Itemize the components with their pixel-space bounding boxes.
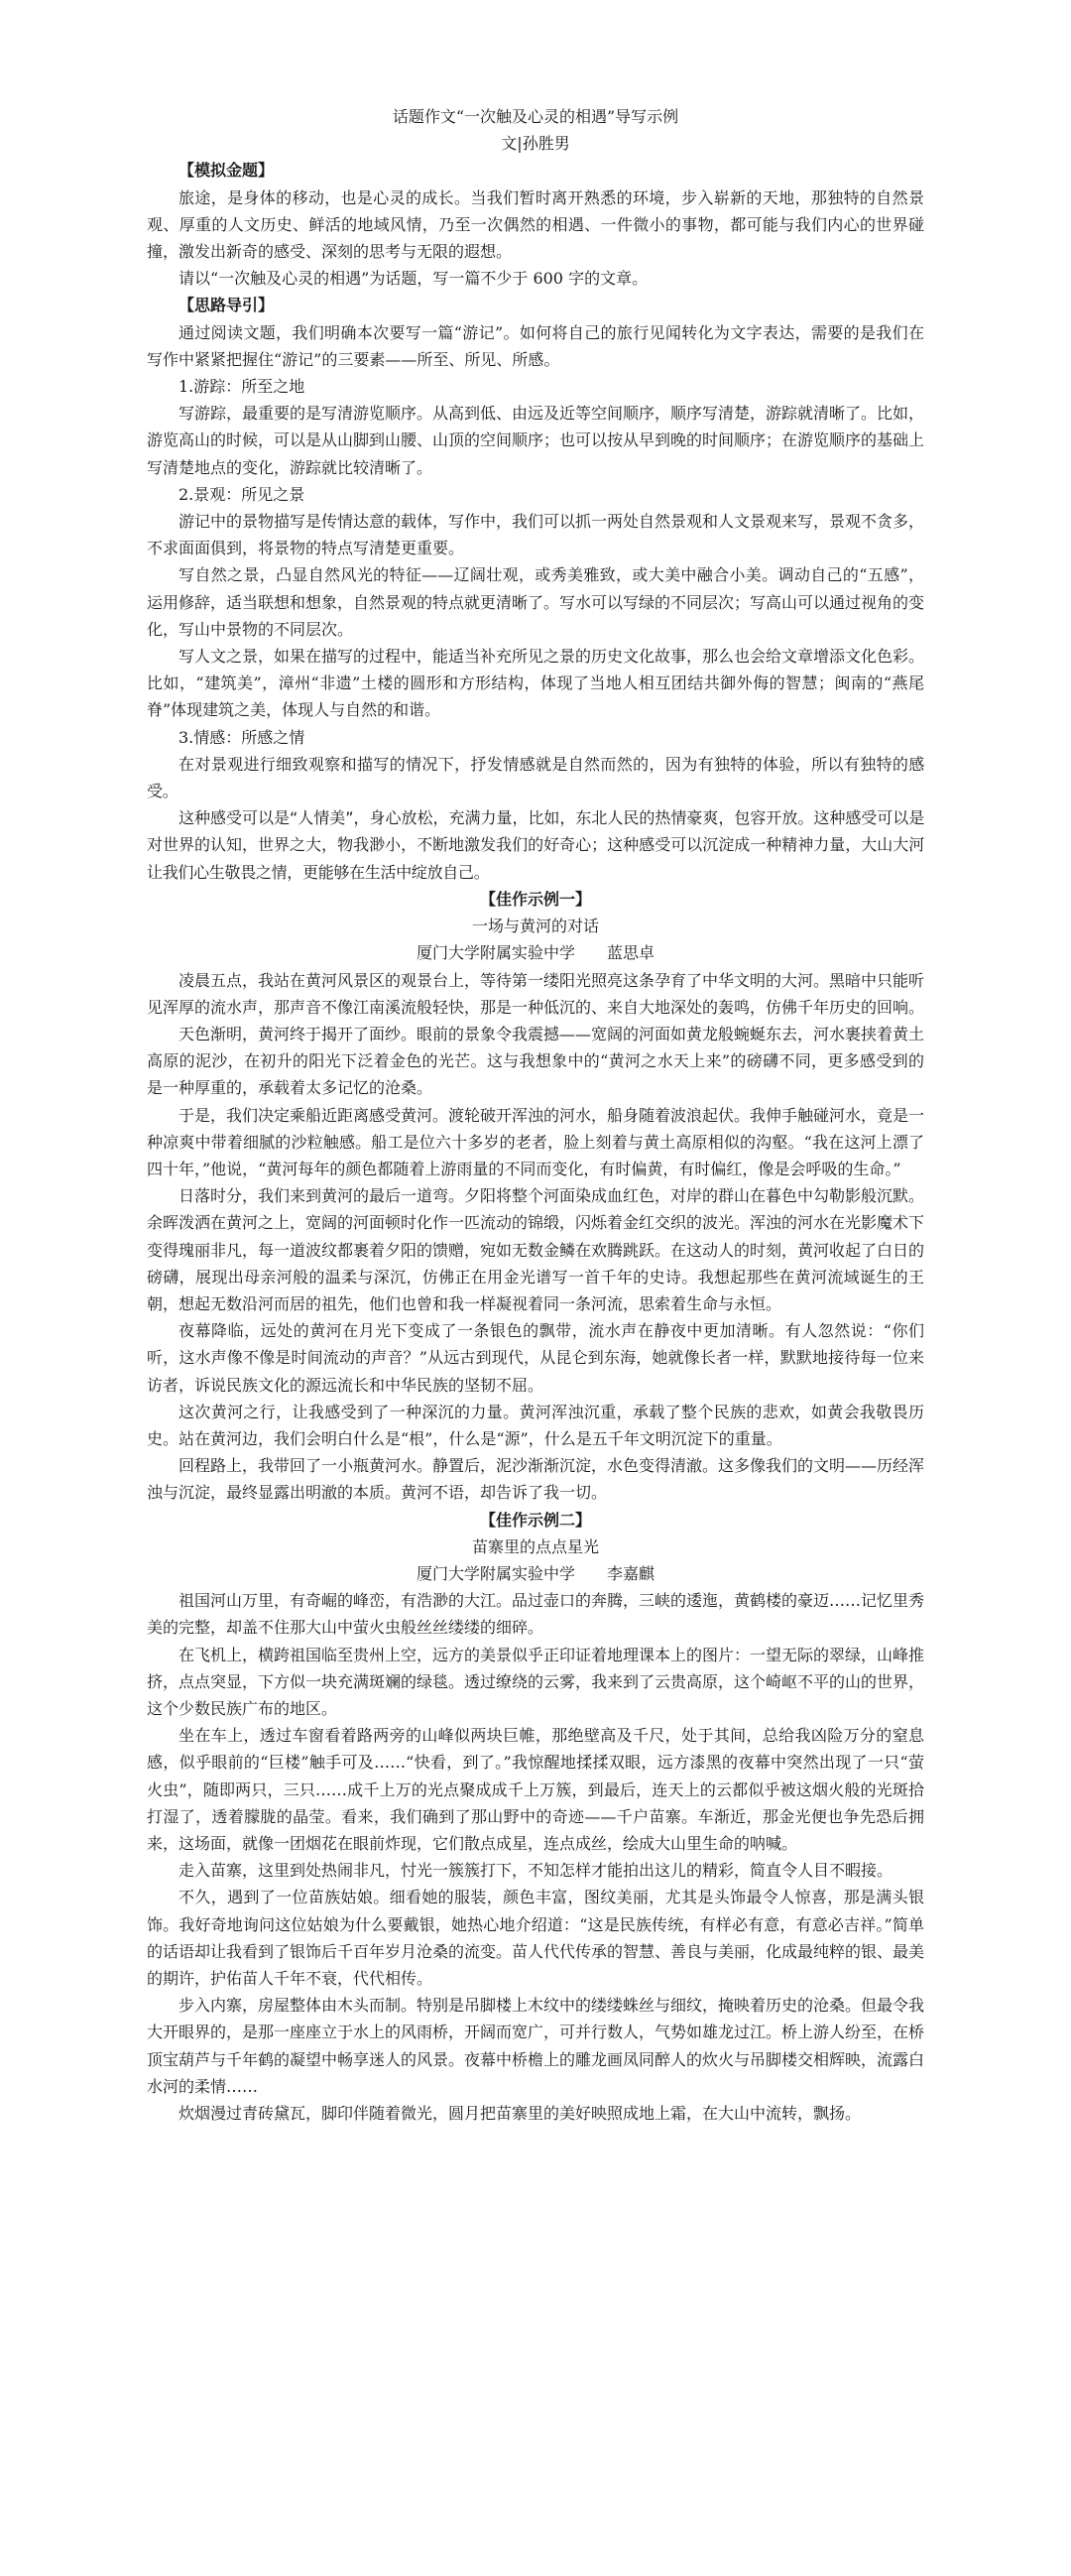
paragraph: 请以“一次触及心灵的相遇”为话题，写一篇不少于 600 字的文章。 xyxy=(178,269,649,289)
section-heading-prompt: 【模拟金题】 xyxy=(178,161,275,181)
sub-heading: 2.景观：所见之景 xyxy=(178,484,305,504)
student-name: 蓝思卓 xyxy=(607,943,655,963)
paragraph: 步入内寨，房屋整体由木头而制。特别是吊脚楼上木纹中的缕缕蛛丝与细纹，掩映着历史的沧桑。但最令我大开眼界的，是那一座座立于水上的风雨桥，开阔而宽广，可并行数人，气势如雄龙过江。桥上游人纷至，在桥顶宝葫芦与千年鹤的凝望中畅享迷人的风景。夜幕中桥檐上的雕龙画凤同醉人的炊火与吊脚楼交相辉映，流露白水河的柔情…… xyxy=(147,1996,925,2096)
paragraph: 坐在车上，透过车窗看着路两旁的山峰似两块巨帷，那绝壁高及千尺，处于其间，总给我凶险万分的窒息感，似乎眼前的“巨楼”触手可及……“快看，到了。”我惊醒地揉揉双眼，远方漆黑的夜幕中突然出现了一只“萤火虫”，随即两只，三只……成千上万的光点聚成成千上万簇，到最后，连天上的云都似乎被这烟火般的光斑拾打湿了，透着朦胧的晶莹。看来，我们确到了那山野中的奇迹——千户苗寨。车渐近，那金光便也争先恐后拥来，这场面，就像一团烟花在眼前炸现，它们散点成星，连点成丝，绘成大山里生命的呐喊。 xyxy=(147,1726,924,1853)
paragraph: 炊烟漫过青砖黛瓦，脚印伴随着微光，圆月把苗寨里的美好映照成地上霜，在大山中流转，飘扬。 xyxy=(178,2104,862,2124)
paragraph: 在对景观进行细致观察和描写的情况下，抒发情感就是自然而然的，因为有独特的体验，所以有独特的感受。 xyxy=(147,754,924,801)
section-heading-example-two: 【佳作示例二】 xyxy=(479,1510,591,1530)
paragraph: 于是，我们决定乘船近距离感受黄河。渡轮破开浑浊的河水，船身随着波浪起伏。我伸手触碰河水，竟是一种凉爽中带着细腻的沙粒触感。船工是位六十多岁的老者，脸上刻着与黄土高原相似的沟壑。“我在这河上漂了四十年，”他说，“黄河每年的颜色都随着上游雨量的不同而变化，有时偏黄，有时偏红，像是会呼吸的生命。” xyxy=(147,1105,925,1178)
paragraph: 写人文之景，如果在描写的过程中，能适当补充所见之景的历史文化故事，那么也会给文章增添文化色彩。比如，“建筑美”，漳州“非遗”土楼的圆形和方形结构，体现了当地人相互团结共御外侮的智慧；闽南的“燕尾脊”体现建筑之美，体现人与自然的和谐。 xyxy=(147,647,925,720)
paragraph: 游记中的景物描写是传情达意的载体，写作中，我们可以抓一两处自然景观和人文景观来写，景观不贪多，不求面面俱到，将景物的特点写清楚更重要。 xyxy=(147,512,925,558)
paragraph: 日落时分，我们来到黄河的最后一道弯。夕阳将整个河面染成血红色，对岸的群山在暮色中勾勒影般沉默。余晖泼洒在黄河之上，宽阔的河面顿时化作一匹流动的锦缎，闪烁着金红交织的波光。浑浊的河水在光影魔术下变得瑰丽非凡，每一道波纹都裹着夕阳的馈赠，宛如无数金鳞在欢腾跳跃。在这动人的时刻，黄河收起了白日的磅礴，展现出母亲河般的温柔与深沉，仿佛正在用金光谱写一首千年的史诗。我想起那些在黄河流域诞生的王朝，想起无数沿河而居的祖先，他们也曾和我一样凝视着同一条河流，思索着生命与永恒。 xyxy=(147,1186,925,1313)
paragraph: 夜幕降临，远处的黄河在月光下变成了一条银色的飘带，流水声在静夜中更加清晰。有人忽然说：“你们听，这水声像不像是时间流动的声音？”从远古到现代，从昆仑到东海，她就像长者一样，默默地接待每一位来访者，诉说民族文化的源远流长和中华民族的坚韧不屈。 xyxy=(147,1321,924,1395)
paragraph: 在飞机上，横跨祖国临至贵州上空，远方的美景似乎正印证着地理课本上的图片：一望无际的翠绿，山峰推挤，点点突显，下方似一块充满斑斓的绿毯。透过缭绕的云雾，我来到了云贵高原，这个崎岖不平的山的世界，这个少数民族广布的地区。 xyxy=(147,1645,925,1718)
student-name: 李嘉麒 xyxy=(607,1563,655,1583)
paragraph: 旅途，是身体的移动，也是心灵的成长。当我们暂时离开熟悉的环境，步入崭新的天地，那独特的自然景观、厚重的人文历史、鲜活的地域风情，乃至一次偶然的相遇、一件微小的事物，都可能与我们内心的世界碰撞，激发出新奇的感受、深刻的思考与无限的遐想。 xyxy=(147,187,924,262)
section-heading-guide: 【思路导引】 xyxy=(178,296,275,315)
essay-title: 一场与黄河的对话 xyxy=(471,917,599,936)
school-name: 厦门大学附属实验中学 xyxy=(416,1563,575,1583)
section-heading-example-one: 【佳作示例一】 xyxy=(479,889,591,909)
paragraph: 写自然之景，凸显自然风光的特征——辽阔壮观，或秀美雅致，或大美中融合小美。调动自己的“五感”，运用修辞，适当联想和想象，自然景观的特点就更清晰了。写水可以写绿的不同层次；写高山可以通过视角的变化，写山中景物的不同层次。 xyxy=(147,565,925,639)
paragraph: 通过阅读文题，我们明确本次要写一篇“游记”。如何将自己的旅行见闻转化为文字表达，需要的是我们在写作中紧紧把握住“游记”的三要素——所至、所见、所感。 xyxy=(147,322,924,369)
paragraph: 回程路上，我带回了一小瓶黄河水。静置后，泥沙渐渐沉淀，水色变得清澈。这多像我们的文明——历经浑浊与沉淀，最终显露出明澈的本质。黄河不语，却告诉了我一切。 xyxy=(147,1456,925,1503)
paragraph: 祖国河山万里，有奇崛的峰峦，有浩渺的大江。品过壶口的奔腾，三峡的逶迤，黄鹤楼的豪迈……记忆里秀美的完整，却盖不住那大山中萤火虫般丝丝缕缕的细碎。 xyxy=(147,1591,925,1638)
sub-heading: 3.情感：所感之情 xyxy=(178,727,305,747)
article-author: 文|孙胜男 xyxy=(501,134,570,154)
paragraph: 这种感受可以是“人情美”，身心放松，充满力量，比如，东北人民的热情豪爽，包容开放。这种感受可以是对世界的认知，世界之大，物我渺小，不断地激发我们的好奇心；这种感受可以沉淀成一种精神力量，大山大河让我们心生敬畏之情，更能够在生活中绽放自己。 xyxy=(147,808,924,882)
essay-title: 苗寨里的点点星光 xyxy=(471,1536,599,1556)
paragraph: 不久，遇到了一位苗族姑娘。细看她的服装，颜色丰富，图纹美丽，尤其是头饰最令人惊喜，那是满头银饰。我好奇地询问这位姑娘为什么要戴银，她热心地介绍道：“这是民族传统，有样必有意，有意必吉祥。”简单的话语却让我看到了银饰后千百年岁月沧桑的流变。苗人代代传承的智慧、善良与美丽，化成最纯粹的银、最美的期许，护佑苗人千年不衰，代代相传。 xyxy=(147,1888,925,1989)
paragraph: 这次黄河之行，让我感受到了一种深沉的力量。黄河浑浊沉重，承载了整个民族的悲欢，如黄会我敬畏历史。站在黄河边，我们会明白什么是“根”，什么是“源”，什么是五千年文明沉淀下的重量。 xyxy=(147,1402,924,1448)
sub-heading: 1.游踪：所至之地 xyxy=(178,377,305,397)
paragraph: 凌晨五点，我站在黄河风景区的观景台上，等待第一缕阳光照亮这条孕育了中华文明的大河。黑暗中只能听见浑厚的流水声，那声音不像江南溪流般轻快，那是一种低沉的、来自大地深处的轰鸣，仿佛千年历史的回响。 xyxy=(147,970,925,1017)
school-name: 厦门大学附属实验中学 xyxy=(416,943,575,963)
paragraph: 天色渐明，黄河终于揭开了面纱。眼前的景象令我震撼——宽阔的河面如黄龙般蜿蜒东去，河水裹挟着黄土高原的泥沙，在初升的阳光下泛着金色的光芒。这与我想象中的“黄河之水天上来”的磅礴不同，更多感受到的是一种厚重的，承载着太多记忆的沧桑。 xyxy=(147,1024,925,1098)
essay-byline xyxy=(147,1560,924,1587)
paragraph: 走入苗寨，这里到处热闹非凡，忖光一簇簇打下，不知怎样才能拍出这儿的精彩，简直令人目不暇接。 xyxy=(178,1861,893,1881)
paragraph: 写游踪，最重要的是写清游览顺序。从高到低、由远及近等空间顺序，顺序写清楚，游踪就清晰了。比如，游览高山的时候，可以是从山脚到山腰、山顶的空间顺序；也可以按从早到晚的时间顺序；在游览顺序的基础上写清楚地点的变化，游踪就比较清晰了。 xyxy=(147,404,925,477)
article-title: 话题作文“一次触及心灵的相遇”导写示例 xyxy=(392,107,679,126)
essay-byline xyxy=(147,939,924,966)
